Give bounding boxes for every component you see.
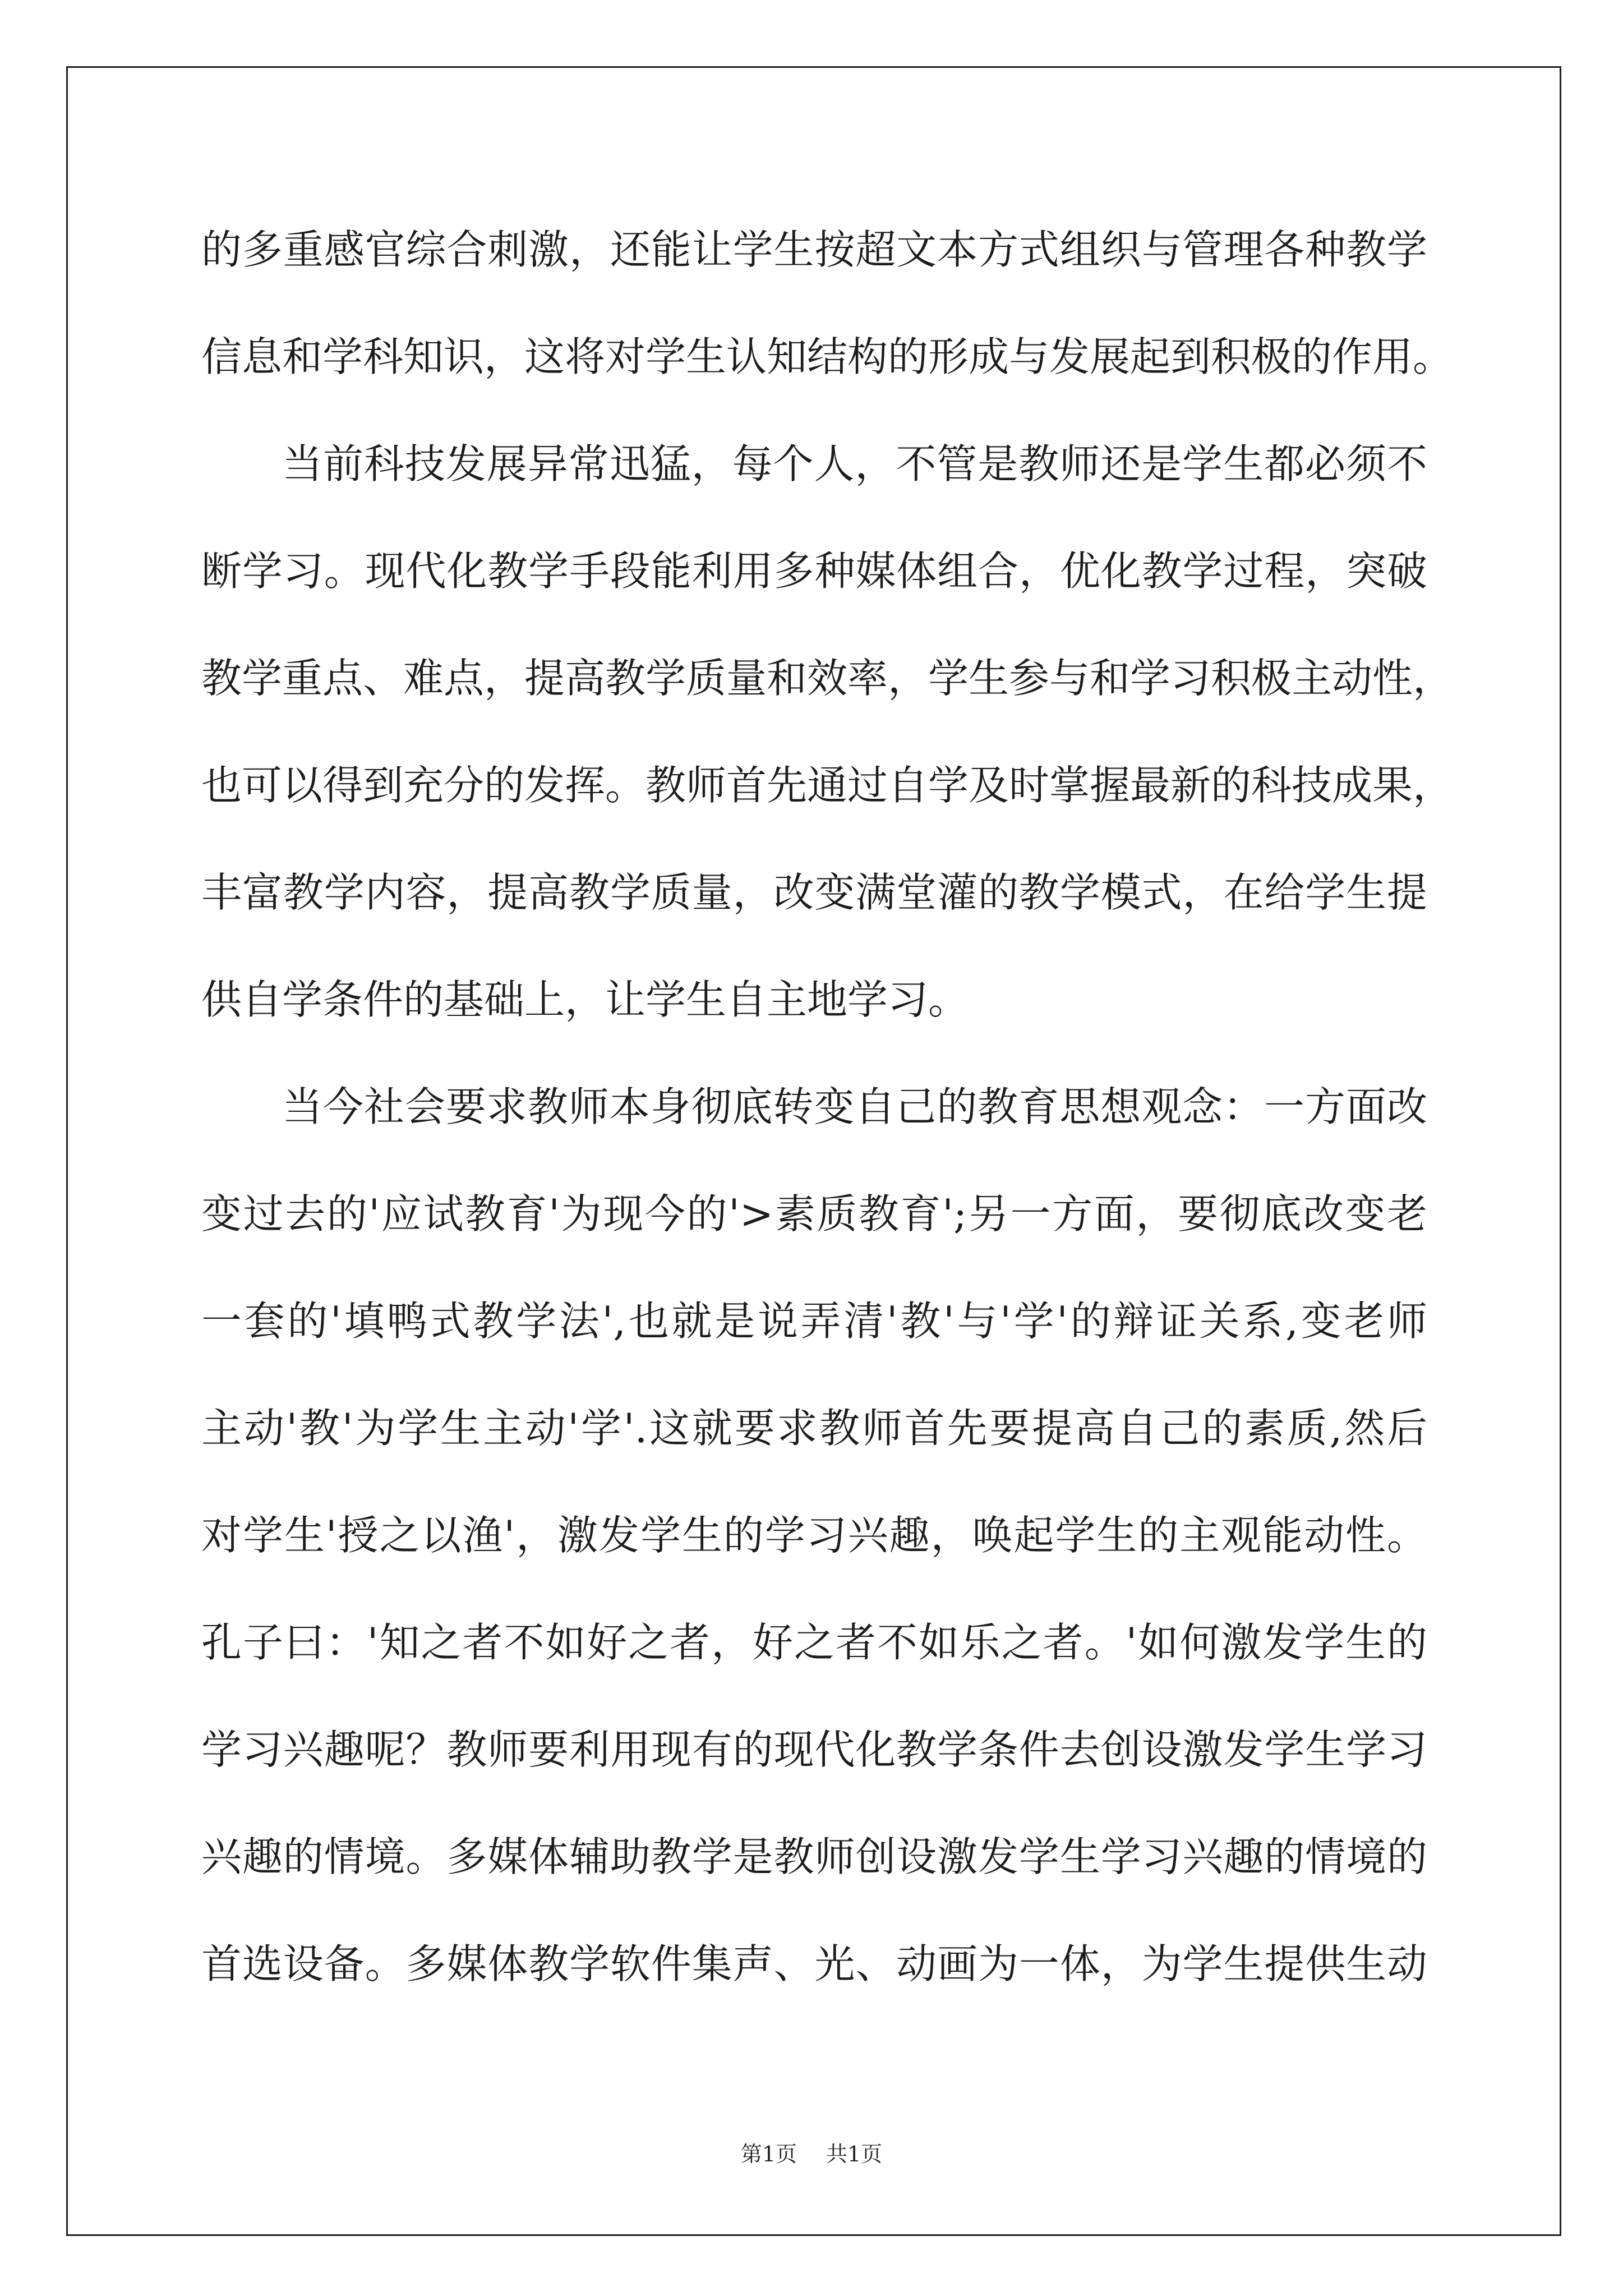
page-number: 第1页 [740,2142,797,2166]
text-line: 断学习。现代化教学手段能利用多种媒体组合，优化教学过程，突破 [201,547,1427,595]
document-body [201,196,1454,2018]
text-line: 丰富教学内容，提高教学质量，改变满堂灌的教学模式，在给学生提 [201,869,1427,916]
text-line: 兴趣的情境。多媒体辅助教学是教师创设激发学生学习兴趣的情境的 [201,1833,1427,1880]
text-line: 供自学条件的基础上，让学生自主地学习。 [201,976,969,1023]
text-line: 变过去的'应试教育'为现今的'>素质教育';另一方面，要彻底改变老 [201,1190,1427,1237]
text-line: 也可以得到充分的发挥。教师首先通过自学及时掌握最新的科技成果， [201,762,1454,809]
text-line: 主动'教'为学生主动'学'.这就要求教师首先要提高自己的素质,然后 [201,1405,1427,1452]
page-total: 共1页 [826,2142,883,2166]
paragraph [201,196,1454,411]
text-line: 的多重感官综合刺激，还能让学生按超文本方式组织与管理各种教学 [201,226,1427,273]
text-line: 首选设备。多媒体教学软件集声、光、动画为一体，为学生提供生动 [201,1940,1427,1987]
page-footer [0,2137,1623,2171]
text-line: 当今社会要求教师本身彻底转变自己的教育思想观念：一方面改 [282,1083,1427,1130]
text-line: 一套的'填鸭式教学法',也就是说弄清'教'与'学'的辩证关系,变老师 [201,1297,1427,1345]
text-line: 孔子曰：'知之者不如好之者，好之者不如乐之者。'如何激发学生的 [201,1619,1427,1666]
paragraph [201,1053,1427,2018]
text-line: 当前科技发展异常迅猛，每个人，不管是教师还是学生都必须不 [282,440,1427,487]
text-line: 学习兴趣呢？教师要利用现有的现代化教学条件去创设激发学生学习 [201,1726,1427,1773]
text-line: 对学生'授之以渔'，激发学生的学习兴趣，唤起学生的主观能动性。 [201,1512,1427,1559]
text-line: 教学重点、难点，提高教学质量和效率，学生参与和学习积极主动性， [201,655,1454,702]
paragraph [201,411,1454,1053]
text-line: 信息和学科知识，这将对学生认知结构的形成与发展起到积极的作用。 [201,333,1454,380]
